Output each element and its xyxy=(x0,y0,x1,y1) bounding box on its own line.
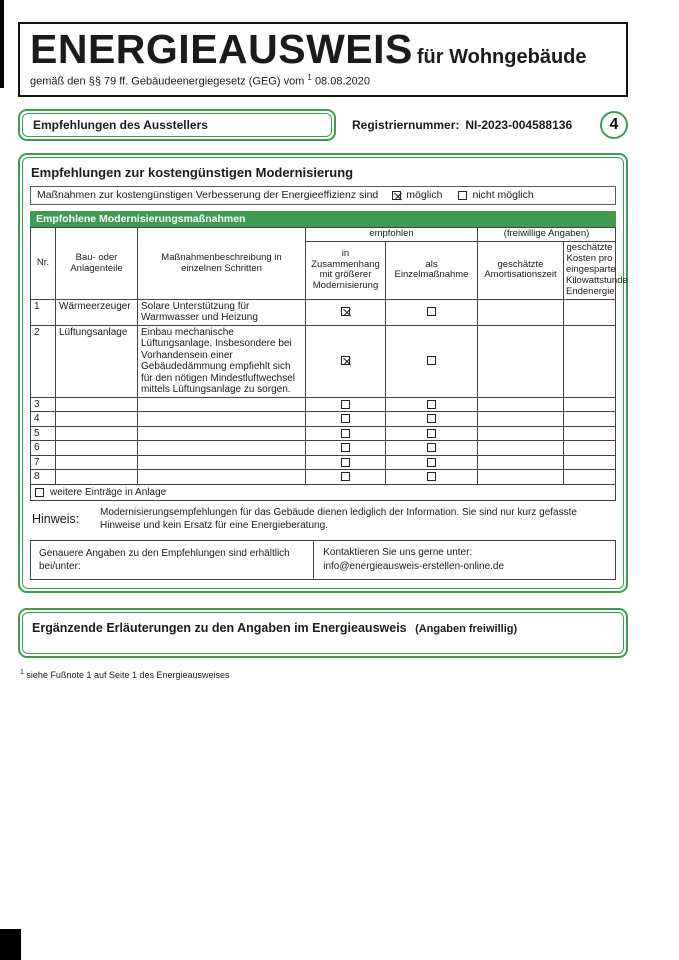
kosten-cell xyxy=(564,455,616,470)
page-number-badge xyxy=(600,111,628,139)
table-title-bar: Empfohlene Modernisierungsmaßnahmen xyxy=(30,211,616,228)
nr-cell: 1 xyxy=(31,299,56,325)
kosten-cell xyxy=(564,426,616,441)
registry-value: NI-2023-004588136 xyxy=(465,117,573,132)
einzel-cell xyxy=(386,299,478,325)
row7-einzel-checkbox[interactable] xyxy=(427,458,436,467)
contact-row xyxy=(30,540,616,580)
col-header-einzel: als Einzelmaßnahme xyxy=(386,242,478,300)
part-cell: Lüftungsanlage xyxy=(56,325,138,397)
table-row xyxy=(31,426,616,441)
part-cell: Wärmeerzeuger xyxy=(56,299,138,325)
group-header-empfohlen: empfohlen xyxy=(306,228,478,242)
part-cell xyxy=(56,470,138,485)
einzel-cell xyxy=(386,412,478,427)
amortisation-cell xyxy=(478,470,564,485)
amortisation-cell xyxy=(478,455,564,470)
ergaenzende-section xyxy=(18,608,628,658)
modernisierung-title: Empfehlungen zur kostengünstigen Modernisierung xyxy=(31,164,354,180)
row6-einzel-checkbox[interactable] xyxy=(427,443,436,452)
part-cell xyxy=(56,441,138,456)
page-number: 4 xyxy=(609,115,619,133)
row3-zusammenhang-checkbox[interactable] xyxy=(341,400,350,409)
amortisation-cell xyxy=(478,441,564,456)
row8-einzel-checkbox[interactable] xyxy=(427,472,436,481)
document-title: ENERGIEAUSWEIS xyxy=(30,26,413,72)
header-title-row xyxy=(30,26,616,72)
nr-cell: 2 xyxy=(31,325,56,397)
desc-cell: Solare Unterstützung für Warmwasser und Heizung xyxy=(138,299,306,325)
desc-cell xyxy=(138,441,306,456)
law-date: 08.08.2020 xyxy=(314,75,370,88)
kosten-cell xyxy=(564,441,616,456)
row1-zusammenhang-checkbox[interactable] xyxy=(341,307,350,316)
amortisation-cell xyxy=(478,299,564,325)
col-header-nr: Nr. xyxy=(31,228,56,300)
amortisation-cell xyxy=(478,412,564,427)
modernisierung-table xyxy=(30,227,628,485)
col-header-kosten: geschätzte Kosten pro eingesparte Kilowattstunde Endenergie xyxy=(564,242,616,300)
section-label: Empfehlungen des Ausstellers xyxy=(22,113,332,137)
desc-cell xyxy=(138,470,306,485)
amortisation-cell xyxy=(478,325,564,397)
weitere-eintraege-row xyxy=(30,485,616,501)
page-content xyxy=(18,0,628,680)
desc-cell xyxy=(138,455,306,470)
col-header-part: Bau- oder Anlagenteile xyxy=(56,228,138,300)
desc-cell xyxy=(138,426,306,441)
zusammenhang-cell xyxy=(306,455,386,470)
moeglich-label: möglich xyxy=(406,189,443,202)
row4-zusammenhang-checkbox[interactable] xyxy=(341,414,350,423)
footnote-marker: 1 xyxy=(20,668,24,676)
kosten-cell xyxy=(564,397,616,412)
group-header-freiwillig: (freiwillige Angaben) xyxy=(478,228,616,242)
zusammenhang-cell xyxy=(306,441,386,456)
law-prefix: gemäß den §§ 79 ff. Gebäudeenergiegesetz (GEG) vom xyxy=(30,75,305,88)
ergaenzende-title: Ergänzende Erläuterungen zu den Angaben im Energieausweis xyxy=(32,620,407,635)
hinweis-text: Modernisierungsempfehlungen für das Gebäude dienen lediglich der Information. Sie sind nur kurz gefasste Hinweise und kein Ersatz für eine Energieberatung. xyxy=(100,506,577,532)
zusammenhang-cell xyxy=(306,397,386,412)
hinweis-label: Hinweis: xyxy=(32,512,80,527)
kosten-cell xyxy=(564,470,616,485)
col-header-desc: Maßnahmenbeschreibung in einzelnen Schritten xyxy=(138,228,306,300)
row4-einzel-checkbox[interactable] xyxy=(427,414,436,423)
registry-label: Registriernummer: xyxy=(352,117,460,132)
amortisation-cell xyxy=(478,426,564,441)
scan-artifact-top xyxy=(0,0,4,88)
amortisation-cell xyxy=(478,397,564,412)
zusammenhang-cell xyxy=(306,470,386,485)
weitere-eintraege-label: weitere Einträge in Anlage xyxy=(50,486,167,498)
contact-right xyxy=(314,541,615,579)
col-header-amortisation: geschätzte Amortisationszeit xyxy=(478,242,564,300)
zusammenhang-cell xyxy=(306,426,386,441)
scan-artifact-bottom xyxy=(0,929,21,960)
footnote xyxy=(18,669,628,680)
section-label-box xyxy=(18,109,336,141)
kosten-cell xyxy=(564,299,616,325)
ergaenzende-inner xyxy=(22,612,624,654)
kosten-cell xyxy=(564,412,616,427)
kosten-cell xyxy=(564,325,616,397)
row2-einzel-checkbox[interactable] xyxy=(427,356,436,365)
row7-zusammenhang-checkbox[interactable] xyxy=(341,458,350,467)
meta-row xyxy=(18,109,628,141)
nr-cell: 8 xyxy=(31,470,56,485)
table-row xyxy=(31,470,616,485)
law-footnote-marker: 1 xyxy=(307,73,312,82)
desc-cell xyxy=(138,412,306,427)
contact-email: info@energieausweis-erstellen-online.de xyxy=(323,561,505,573)
hinweis-row xyxy=(30,501,616,539)
nr-cell: 7 xyxy=(31,455,56,470)
possible-text: Maßnahmen zur kostengünstigen Verbesserung der Energieeffizienz sind xyxy=(37,189,379,202)
einzel-cell xyxy=(386,325,478,397)
table-row xyxy=(31,412,616,427)
table-row xyxy=(31,325,616,397)
row2-zusammenhang-checkbox[interactable] xyxy=(341,356,350,365)
einzel-cell xyxy=(386,397,478,412)
row8-zusammenhang-checkbox[interactable] xyxy=(341,472,350,481)
moeglich-checkbox[interactable] xyxy=(392,191,401,200)
nicht-moeglich-label: nicht möglich xyxy=(472,189,534,202)
row3-einzel-checkbox[interactable] xyxy=(427,400,436,409)
table-row xyxy=(31,441,616,456)
nr-cell: 4 xyxy=(31,412,56,427)
ergaenzende-title-suffix: (Angaben freiwillig) xyxy=(415,622,518,635)
part-cell xyxy=(56,455,138,470)
table-header xyxy=(31,228,628,300)
part-cell xyxy=(56,397,138,412)
part-cell xyxy=(56,426,138,441)
nr-cell: 6 xyxy=(31,441,56,456)
contact-left-text: Genauere Angaben zu den Empfehlungen sind erhältlich bei/unter: xyxy=(31,541,314,579)
possible-row xyxy=(30,186,616,205)
document-header xyxy=(18,22,628,97)
part-cell xyxy=(56,412,138,427)
nicht-moeglich-checkbox[interactable] xyxy=(458,191,467,200)
weitere-eintraege-checkbox[interactable] xyxy=(35,488,44,497)
modernisierung-inner xyxy=(22,157,628,589)
einzel-cell xyxy=(386,455,478,470)
einzel-cell xyxy=(386,426,478,441)
desc-cell xyxy=(138,397,306,412)
col-header-zusammenhang: in Zusammenhang mit größerer Modernisierung xyxy=(306,242,386,300)
law-reference xyxy=(30,73,616,88)
contact-invite-text: Kontaktieren Sie uns gerne unter: xyxy=(323,547,473,559)
footnote-text: siehe Fußnote 1 auf Seite 1 des Energieausweises xyxy=(26,669,230,680)
modernisierung-section xyxy=(18,153,628,593)
table-row xyxy=(31,299,616,325)
row5-einzel-checkbox[interactable] xyxy=(427,429,436,438)
row6-zusammenhang-checkbox[interactable] xyxy=(341,443,350,452)
zusammenhang-cell xyxy=(306,299,386,325)
einzel-cell xyxy=(386,441,478,456)
desc-cell: Einbau mechanische Lüftungsanlage. Insbesondere bei Vorhandensein einer Gebäudedämmung empfiehlt sich für den nötigen Mindestluftwechsel mittels Lüftungsanlage zu sorgen. xyxy=(138,325,306,397)
zusammenhang-cell xyxy=(306,325,386,397)
table-row xyxy=(31,397,616,412)
nr-cell: 5 xyxy=(31,426,56,441)
row1-einzel-checkbox[interactable] xyxy=(427,307,436,316)
row5-zusammenhang-checkbox[interactable] xyxy=(341,429,350,438)
nr-cell: 3 xyxy=(31,397,56,412)
einzel-cell xyxy=(386,470,478,485)
document-subtitle: für Wohngebäude xyxy=(416,46,587,68)
table-row xyxy=(31,455,616,470)
registry-number xyxy=(352,118,572,132)
zusammenhang-cell xyxy=(306,412,386,427)
